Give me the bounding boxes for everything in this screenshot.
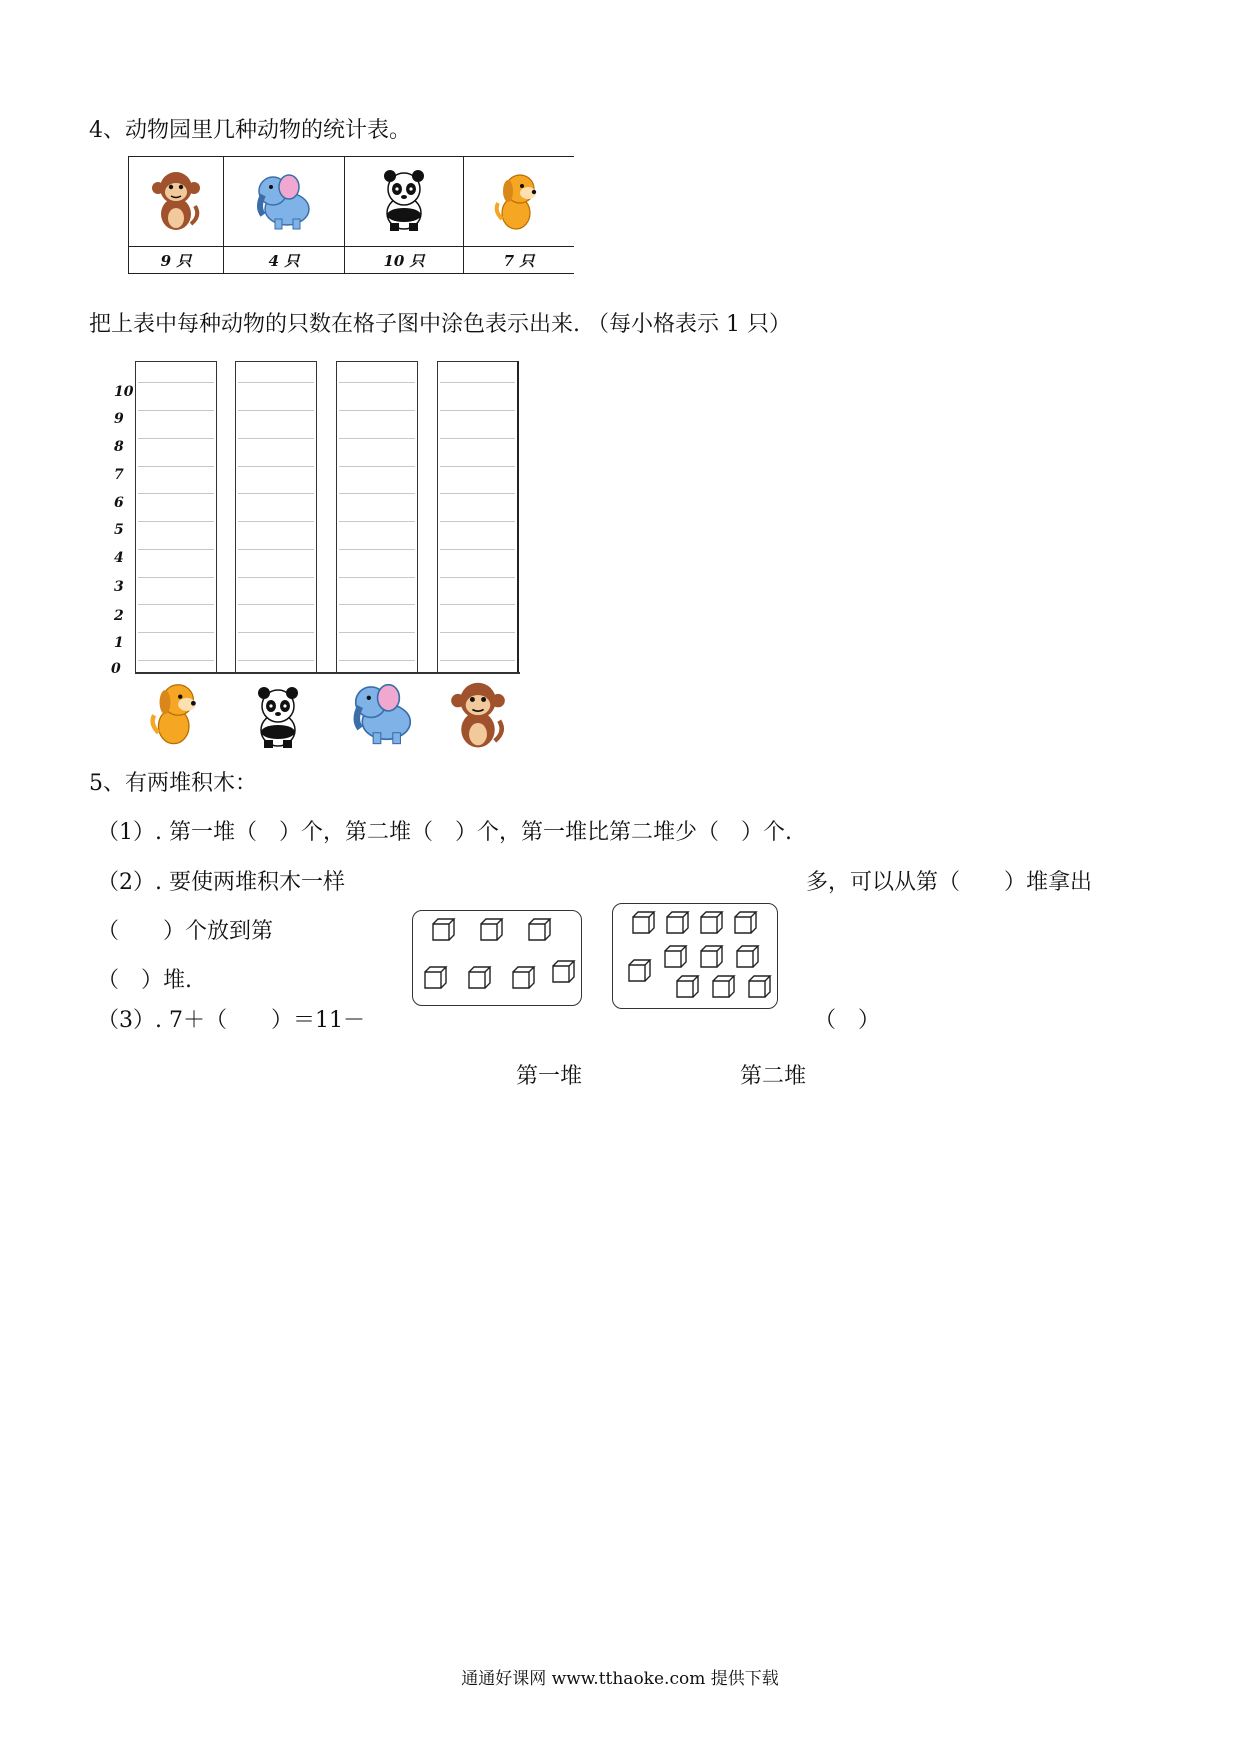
grid-column-1[interactable] bbox=[135, 361, 217, 673]
monkey-icon bbox=[149, 166, 203, 234]
y-tick-5: 5 bbox=[114, 522, 124, 538]
y-tick-9: 9 bbox=[114, 411, 124, 427]
grid-cell-line bbox=[440, 382, 515, 383]
grid-cell-line bbox=[339, 466, 415, 467]
brick-cube bbox=[633, 912, 654, 933]
grid-cell-line bbox=[339, 493, 415, 494]
brick-cube bbox=[481, 919, 502, 940]
grid-cell-line bbox=[339, 577, 415, 578]
brick-cube bbox=[749, 976, 770, 997]
grid-cell-line bbox=[238, 604, 314, 605]
grid-cell-line bbox=[440, 549, 515, 550]
grid-column-2[interactable] bbox=[235, 361, 317, 673]
pile-1-box bbox=[412, 910, 582, 1006]
q5-part3-left: （3）. 7＋（ ）＝11－ bbox=[97, 1008, 365, 1033]
y-tick-2: 2 bbox=[114, 608, 124, 624]
table-cell-monkey bbox=[129, 157, 224, 247]
grid-cell-line bbox=[138, 410, 214, 411]
grid-cell-line bbox=[138, 466, 214, 467]
brick-cube bbox=[665, 946, 686, 967]
grid-cell-line bbox=[138, 577, 214, 578]
table-cell-elephant bbox=[224, 157, 345, 247]
grid-cell-line bbox=[339, 660, 415, 661]
elephant-icon bbox=[251, 167, 317, 233]
monkey-icon bbox=[446, 676, 510, 752]
pile-1-bricks bbox=[413, 911, 583, 1007]
grid-cell-line bbox=[440, 632, 515, 633]
grid-cell-line bbox=[440, 521, 515, 522]
grid-cell-line bbox=[238, 438, 314, 439]
grid-cell-line bbox=[238, 632, 314, 633]
y-tick-3: 3 bbox=[114, 579, 124, 595]
grid-cell-line bbox=[138, 660, 214, 661]
brick-cube bbox=[701, 946, 722, 967]
grid-cell-line bbox=[138, 493, 214, 494]
q5-part2-right: 多，可以从第（ ）堆拿出 bbox=[806, 870, 1093, 895]
grid-cell-line bbox=[138, 549, 214, 550]
brick-cube bbox=[425, 967, 446, 988]
y-tick-8: 8 bbox=[114, 439, 124, 455]
q4-title: 4、动物园里几种动物的统计表。 bbox=[89, 118, 411, 143]
grid-cell-line bbox=[238, 549, 314, 550]
brick-cube bbox=[735, 912, 756, 933]
table-cell-dog bbox=[464, 157, 575, 247]
brick-cube bbox=[677, 976, 698, 997]
q4-instruction: 把上表中每种动物的只数在格子图中涂色表示出来. （每小格表示 1 只） bbox=[89, 312, 791, 337]
y-tick-6: 6 bbox=[114, 495, 124, 511]
footer-text: 通通好课网 www.tthaoke.com 提供下载 bbox=[461, 1669, 779, 1689]
brick-cube bbox=[629, 960, 650, 981]
grid-cell-line bbox=[138, 521, 214, 522]
brick-cube bbox=[737, 946, 758, 967]
grid-cell-line bbox=[339, 632, 415, 633]
count-monkey: 9 只 bbox=[129, 247, 224, 274]
grid-cell-line bbox=[339, 549, 415, 550]
animal-stat-table bbox=[128, 156, 574, 274]
pile-2-box bbox=[612, 903, 778, 1009]
q5-part1: （1）. 第一堆（ ）个，第二堆（ ）个，第一堆比第二堆少（ ）个. bbox=[97, 820, 792, 845]
brick-cube bbox=[469, 967, 490, 988]
grid-cell-line bbox=[440, 577, 515, 578]
count-elephant: 4 只 bbox=[224, 247, 345, 274]
grid-cell-line bbox=[138, 382, 214, 383]
count-panda: 10 只 bbox=[345, 247, 464, 274]
grid-cell-line bbox=[440, 604, 515, 605]
brick-cube bbox=[713, 976, 734, 997]
grid-baseline bbox=[135, 672, 520, 674]
q5-part2-left: （2）. 要使两堆积木一样 bbox=[97, 870, 345, 895]
grid-cell-line bbox=[238, 382, 314, 383]
grid-cell-line bbox=[440, 438, 515, 439]
dog-icon bbox=[147, 676, 207, 748]
grid-cell-line bbox=[440, 466, 515, 467]
count-dog: 7 只 bbox=[464, 247, 575, 274]
grid-cell-line bbox=[138, 604, 214, 605]
grid-column-4[interactable] bbox=[437, 361, 519, 673]
q5-title: 5、有两堆积木： bbox=[89, 771, 257, 796]
grid-cell-line bbox=[238, 577, 314, 578]
pile-2-label: 第二堆 bbox=[740, 1064, 807, 1089]
elephant-icon bbox=[343, 676, 423, 748]
table-cell-panda bbox=[345, 157, 464, 247]
grid-cell-line bbox=[339, 382, 415, 383]
grid-cell-line bbox=[238, 410, 314, 411]
panda-icon bbox=[376, 167, 432, 233]
grid-cell-line bbox=[138, 632, 214, 633]
q5-part2-line3: （ ）堆. bbox=[97, 968, 192, 993]
pile-1-label: 第一堆 bbox=[516, 1064, 583, 1089]
dog-icon bbox=[492, 167, 546, 233]
brick-cube bbox=[513, 967, 534, 988]
q5-part3-right: （ ） bbox=[814, 1008, 881, 1033]
grid-cell-line bbox=[238, 466, 314, 467]
panda-icon bbox=[250, 684, 306, 750]
grid-cell-line bbox=[138, 438, 214, 439]
grid-column-3[interactable] bbox=[336, 361, 418, 673]
brick-cube bbox=[433, 919, 454, 940]
grid-cell-line bbox=[238, 493, 314, 494]
grid-cell-line bbox=[440, 410, 515, 411]
y-tick-7: 7 bbox=[114, 467, 124, 483]
y-tick-0: 0 bbox=[111, 661, 121, 677]
y-tick-10: 10 bbox=[114, 384, 134, 400]
grid-cell-line bbox=[440, 493, 515, 494]
grid-cell-line bbox=[339, 604, 415, 605]
pile-2-bricks bbox=[613, 904, 779, 1010]
brick-cube bbox=[553, 961, 574, 982]
q5-part2-line2: （ ）个放到第 bbox=[97, 919, 274, 944]
y-tick-4: 4 bbox=[114, 550, 124, 566]
grid-cell-line bbox=[339, 521, 415, 522]
brick-cube bbox=[667, 912, 688, 933]
grid-cell-line bbox=[238, 521, 314, 522]
grid-cell-line bbox=[339, 410, 415, 411]
brick-cube bbox=[701, 912, 722, 933]
grid-cell-line bbox=[238, 660, 314, 661]
grid-cell-line bbox=[339, 438, 415, 439]
y-tick-1: 1 bbox=[114, 635, 124, 651]
brick-cube bbox=[529, 919, 550, 940]
grid-cell-line bbox=[440, 660, 515, 661]
